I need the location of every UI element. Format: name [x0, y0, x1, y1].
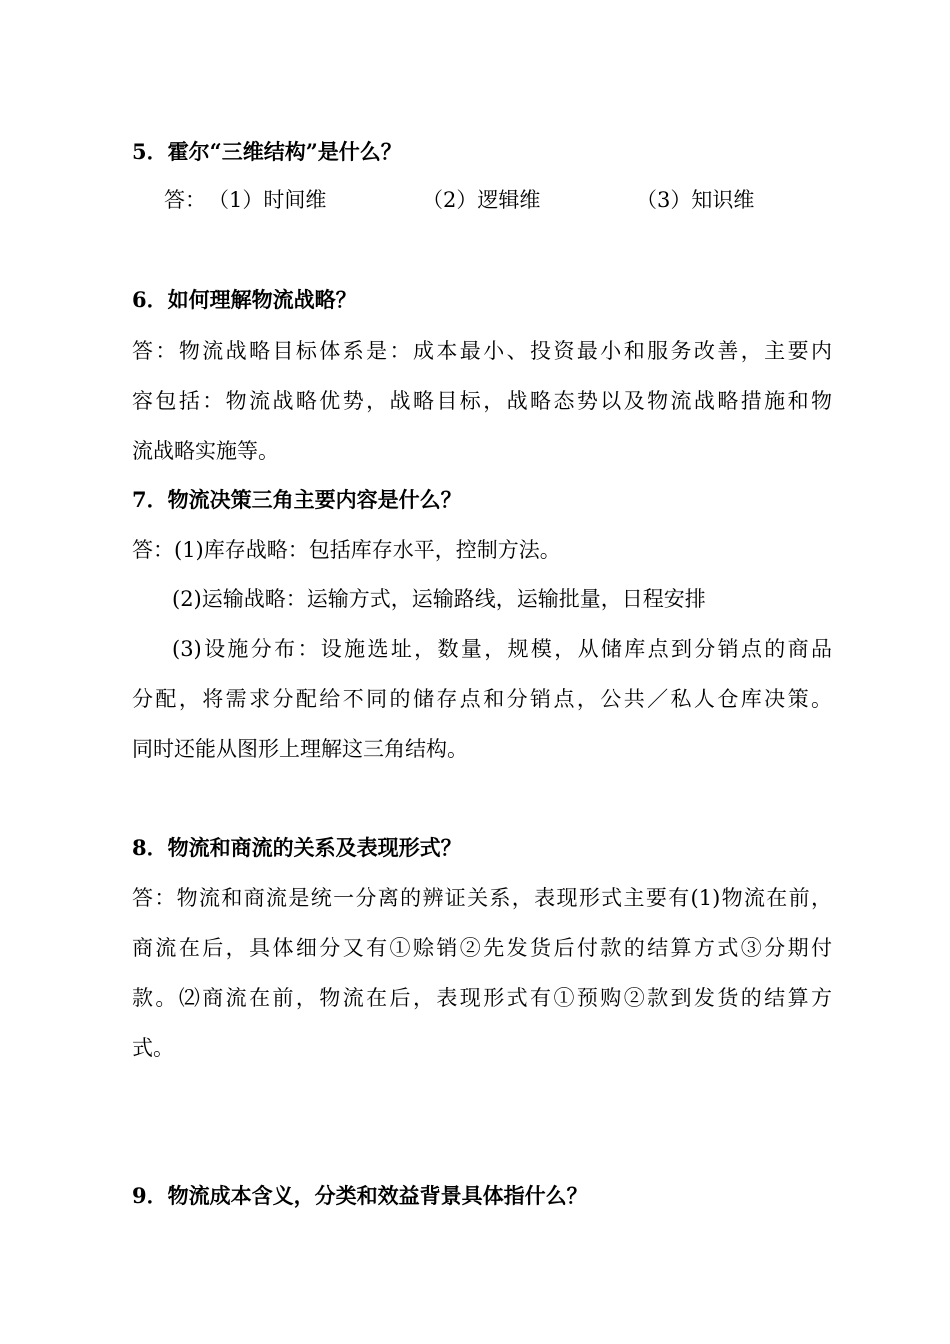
question-8-answer-line-4: 式。: [132, 1036, 174, 1060]
question-7-answer-line-4: 分配，将需求分配给不同的储存点和分销点，公共／私人仓库决策。: [132, 687, 832, 711]
question-5-answer: [164, 185, 864, 215]
question-7-answer-line-3: (3)设施分布：设施选址，数量，规模，从储库点到分销点的商品: [172, 637, 832, 661]
question-8-answer-line-2: 商流在后，具体细分又有①赊销②先发货后付款的结算方式③分期付: [132, 936, 832, 960]
question-7-answer-line-1: 答：(1)库存战略：包括库存水平，控制方法。: [132, 538, 561, 562]
question-6-heading: 6．如何理解物流战略？: [132, 287, 357, 312]
question-7-answer-line-5: 同时还能从图形上理解这三角结构。: [132, 737, 468, 761]
question-6-answer-line-1: 答：物流战略目标体系是：成本最小、投资最小和服务改善，主要内: [132, 339, 832, 363]
answer-item-knowledge: （3）知识维: [636, 188, 755, 212]
question-9-heading: 9．物流成本含义，分类和效益背景具体指什么？: [132, 1183, 588, 1208]
question-6-answer-line-3: 流战略实施等。: [132, 439, 279, 463]
question-7-answer-line-2: (2)运输战略：运输方式，运输路线，运输批量，日程安排: [172, 587, 706, 611]
question-8-answer-line-1: 答：物流和商流是统一分离的辨证关系，表现形式主要有(1)物流在前，: [132, 886, 832, 910]
answer-prefix: 答：: [164, 188, 206, 212]
question-7-heading: 7．物流决策三角主要内容是什么？: [132, 487, 462, 512]
answer-item-logic: （2）逻辑维: [422, 188, 541, 212]
answer-item-time: （1）时间维: [208, 188, 327, 212]
question-5-heading: 5．霍尔“三维结构”是什么？: [132, 139, 402, 164]
question-8-heading: 8．物流和商流的关系及表现形式？: [132, 835, 462, 860]
question-8-answer-line-3: 款。⑵商流在前，物流在后，表现形式有①预购②款到发货的结算方: [132, 986, 832, 1010]
question-6-answer-line-2: 容包括：物流战略优势，战略目标，战略态势以及物流战略措施和物: [132, 389, 832, 413]
